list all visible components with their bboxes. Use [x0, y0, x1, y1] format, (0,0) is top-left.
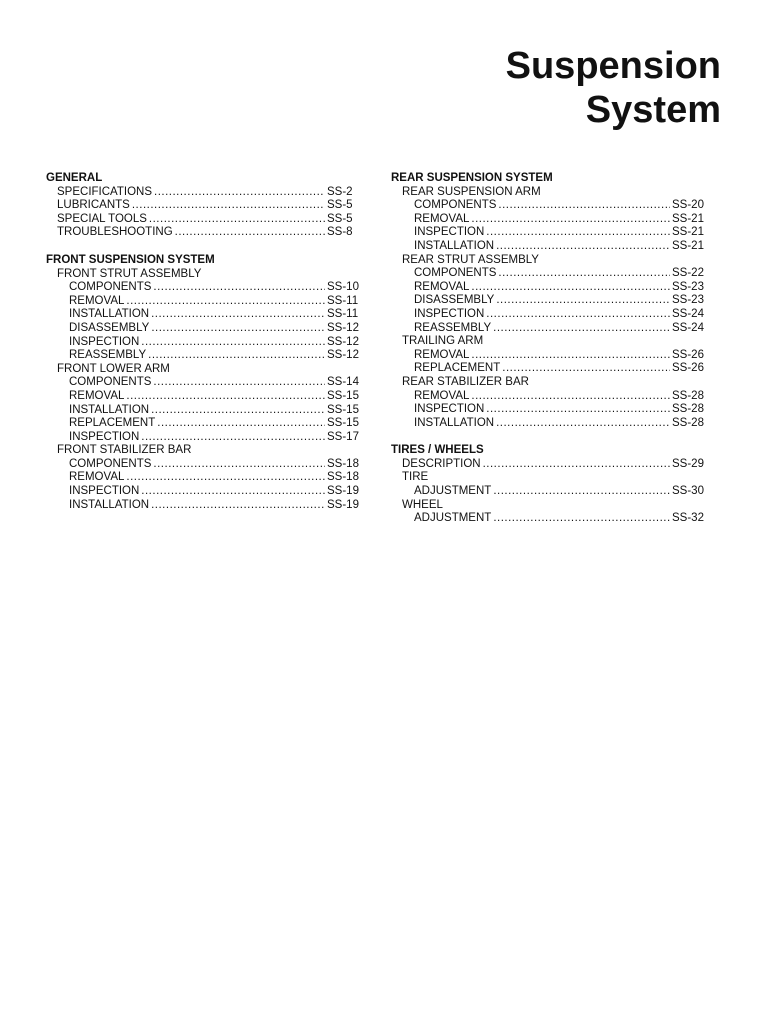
toc-entry[interactable]	[46, 186, 364, 200]
toc-entry-label: LUBRICANTS	[57, 199, 130, 212]
toc-entry-label: INSTALLATION	[69, 308, 150, 321]
toc-entry-label: COMPONENTS	[69, 457, 152, 470]
toc-entry[interactable]	[391, 349, 709, 363]
toc-entry-label: INSPECTION	[414, 403, 485, 416]
toc-entry-page: SS-15	[327, 403, 359, 416]
dot-leader	[153, 458, 325, 472]
toc-entry-label: REMOVAL	[69, 471, 125, 484]
dot-leader	[471, 281, 670, 295]
toc-entry-label: REPLACEMENT	[69, 417, 156, 430]
toc-entry[interactable]	[46, 336, 364, 350]
toc-entry[interactable]	[391, 403, 709, 417]
page-title	[506, 44, 721, 132]
dot-leader	[486, 308, 670, 322]
dot-leader	[141, 485, 325, 499]
toc-subheading: FRONT STABILIZER BAR	[57, 444, 192, 457]
dot-leader	[493, 485, 670, 499]
dot-leader	[471, 349, 670, 363]
toc-entry[interactable]	[391, 512, 709, 526]
toc-entry-page: SS-15	[327, 417, 359, 430]
toc-entry-label: DISASSEMBLY	[414, 294, 495, 307]
toc-subheading: TRAILING ARM	[402, 335, 484, 348]
toc-entry-label: REASSEMBLY	[414, 321, 492, 334]
dot-leader	[483, 458, 670, 472]
toc-entry[interactable]	[46, 376, 364, 390]
toc-entry[interactable]	[46, 431, 364, 445]
toc-entry[interactable]	[46, 349, 364, 363]
toc-section-general	[46, 172, 364, 240]
toc-entry-label: REMOVAL	[69, 389, 125, 402]
dot-leader	[471, 390, 670, 404]
toc-entry-page: SS-19	[327, 498, 359, 511]
toc-entry-label: REMOVAL	[414, 348, 470, 361]
dot-leader	[132, 199, 325, 213]
dot-leader	[175, 226, 325, 240]
toc-entry-page: SS-12	[327, 321, 359, 334]
toc-entry-label: SPECIAL TOOLS	[57, 212, 147, 225]
toc-entry-label: INSPECTION	[414, 226, 485, 239]
toc-entry[interactable]	[46, 308, 364, 322]
toc-entry-page: SS-18	[327, 471, 359, 484]
dot-leader	[157, 417, 325, 431]
toc-entry-page: SS-11	[327, 308, 359, 321]
toc-left-column	[46, 172, 364, 526]
toc-entry[interactable]	[391, 417, 709, 431]
section-heading: FRONT SUSPENSION SYSTEM	[46, 253, 215, 266]
toc-entry[interactable]	[391, 485, 709, 499]
toc-entry-page: SS-23	[672, 280, 704, 293]
toc-entry-label: COMPONENTS	[414, 199, 497, 212]
toc-entry-page: SS-18	[327, 457, 359, 470]
toc-right-column	[391, 172, 709, 540]
toc-entry[interactable]	[391, 213, 709, 227]
dot-leader	[151, 308, 325, 322]
toc-entry[interactable]	[391, 294, 709, 308]
toc-entry-page: SS-28	[672, 403, 704, 416]
section-heading: GENERAL	[46, 172, 103, 184]
toc-entry-page: SS-14	[327, 376, 359, 389]
toc-entry-label: REPLACEMENT	[414, 362, 501, 375]
toc-entry[interactable]	[391, 308, 709, 322]
dot-leader	[153, 376, 325, 390]
toc-entry-label: REMOVAL	[69, 294, 125, 307]
section-heading: TIRES / WHEELS	[391, 444, 484, 457]
toc-entry[interactable]	[46, 295, 364, 309]
dot-leader	[126, 471, 325, 485]
toc-entry[interactable]	[46, 471, 364, 485]
toc-entry-label: INSPECTION	[69, 485, 140, 498]
toc-entry-page: SS-12	[327, 335, 359, 348]
dot-leader	[502, 362, 670, 376]
toc-entry-page: SS-26	[672, 362, 704, 375]
toc-entry[interactable]	[46, 458, 364, 472]
page-title-line-1: Suspension	[505, 45, 721, 87]
toc-entry[interactable]	[391, 240, 709, 254]
toc-entry-label: INSTALLATION	[414, 239, 495, 252]
dot-leader	[153, 281, 325, 295]
toc-entry-page: SS-24	[672, 321, 704, 334]
toc-entry-page: SS-29	[672, 457, 704, 470]
toc-entry-page: SS-30	[672, 485, 704, 498]
toc-entry[interactable]	[391, 199, 709, 213]
toc-entry[interactable]	[391, 322, 709, 336]
toc-subheading: FRONT STRUT ASSEMBLY	[57, 267, 202, 280]
dot-leader	[498, 267, 670, 281]
dot-leader	[496, 294, 670, 308]
toc-entry[interactable]	[46, 322, 364, 336]
toc-entry-label: INSPECTION	[69, 335, 140, 348]
dot-leader	[151, 404, 325, 418]
dot-leader	[126, 295, 325, 309]
dot-leader	[486, 226, 670, 240]
toc-subheading: WHEEL	[402, 498, 443, 511]
dot-leader	[148, 349, 325, 363]
toc-entry-label: COMPONENTS	[414, 267, 497, 280]
toc-entry[interactable]	[46, 213, 364, 227]
toc-entry-label: TROUBLESHOOTING	[57, 226, 173, 239]
page-title-line-2: System	[585, 89, 721, 131]
toc-entry-label: INSTALLATION	[69, 403, 150, 416]
dot-leader	[126, 390, 325, 404]
dot-leader	[498, 199, 670, 213]
dot-leader	[493, 512, 670, 526]
toc-entry-page: SS-26	[672, 348, 704, 361]
toc-entry-label: INSTALLATION	[414, 416, 495, 429]
toc-entry-page: SS-24	[672, 307, 704, 320]
dot-leader	[496, 240, 670, 254]
toc-subheading: REAR STABILIZER BAR	[402, 375, 529, 388]
toc-entry-page: SS-28	[672, 416, 704, 429]
toc-entry[interactable]	[46, 404, 364, 418]
section-heading: REAR SUSPENSION SYSTEM	[391, 172, 553, 184]
toc-entry-page: SS-21	[672, 226, 704, 239]
dot-leader	[141, 336, 325, 350]
toc-entry-label: REMOVAL	[414, 389, 470, 402]
toc-entry-page: SS-15	[327, 389, 359, 402]
dot-leader	[151, 322, 325, 336]
toc-entry-page: SS-32	[672, 512, 704, 525]
dot-leader	[471, 213, 670, 227]
toc-subheading: TIRE	[402, 471, 429, 484]
dot-leader	[486, 403, 670, 417]
toc-section-tires-wheels	[391, 444, 709, 526]
toc-entry[interactable]	[46, 281, 364, 295]
toc-entry[interactable]	[391, 390, 709, 404]
toc-entry-page: SS-28	[672, 389, 704, 402]
toc-subheading: FRONT LOWER ARM	[57, 362, 170, 375]
toc-entry[interactable]	[391, 226, 709, 240]
toc-entry-page: SS-23	[672, 294, 704, 307]
toc-entry-label: INSPECTION	[69, 430, 140, 443]
dot-leader	[154, 186, 325, 200]
dot-leader	[141, 431, 325, 445]
toc-entry[interactable]	[46, 485, 364, 499]
toc-entry-page: SS-2	[327, 185, 353, 198]
toc-entry[interactable]	[46, 417, 364, 431]
dot-leader	[149, 213, 325, 227]
toc-entry-page: SS-11	[327, 294, 359, 307]
toc-entry-label: ADJUSTMENT	[414, 485, 492, 498]
toc-entry-page: SS-8	[327, 226, 353, 239]
toc-entry[interactable]	[46, 226, 364, 240]
toc-entry-page: SS-21	[672, 212, 704, 225]
toc-entry-label: DESCRIPTION	[402, 457, 481, 470]
toc-entry-page: SS-19	[327, 485, 359, 498]
toc-entry[interactable]	[46, 390, 364, 404]
toc-entry-page: SS-10	[327, 281, 359, 294]
toc-entry-label: COMPONENTS	[69, 281, 152, 294]
toc-section-rear-suspension	[391, 172, 709, 430]
toc-entry-page: SS-21	[672, 239, 704, 252]
toc-entry-label: DISASSEMBLY	[69, 321, 150, 334]
toc-entry[interactable]	[391, 267, 709, 281]
toc-entry-label: INSPECTION	[414, 307, 485, 320]
toc-section-front-suspension	[46, 254, 364, 512]
toc-entry-label: ADJUSTMENT	[414, 512, 492, 525]
toc-entry-page: SS-22	[672, 267, 704, 280]
dot-leader	[493, 322, 670, 336]
toc-entry[interactable]	[46, 499, 364, 513]
toc-entry[interactable]	[46, 199, 364, 213]
toc-entry-page: SS-5	[327, 212, 353, 225]
toc-entry[interactable]	[391, 458, 709, 472]
dot-leader	[496, 417, 670, 431]
toc-entry[interactable]	[391, 362, 709, 376]
toc-entry-label: REMOVAL	[414, 212, 470, 225]
toc-entry-page: SS-20	[672, 199, 704, 212]
dot-leader	[151, 499, 325, 513]
toc-subheading: REAR STRUT ASSEMBLY	[402, 253, 539, 266]
toc-entry[interactable]	[391, 281, 709, 295]
toc-subheading: REAR SUSPENSION ARM	[402, 185, 541, 198]
toc-entry-label: REASSEMBLY	[69, 349, 147, 362]
toc-entry-page: SS-12	[327, 349, 359, 362]
toc-entry-label: COMPONENTS	[69, 376, 152, 389]
toc-entry-page: SS-17	[327, 430, 359, 443]
toc-entry-label: REMOVAL	[414, 280, 470, 293]
toc-entry-label: INSTALLATION	[69, 498, 150, 511]
toc-entry-page: SS-5	[327, 199, 353, 212]
toc-entry-label: SPECIFICATIONS	[57, 185, 152, 198]
